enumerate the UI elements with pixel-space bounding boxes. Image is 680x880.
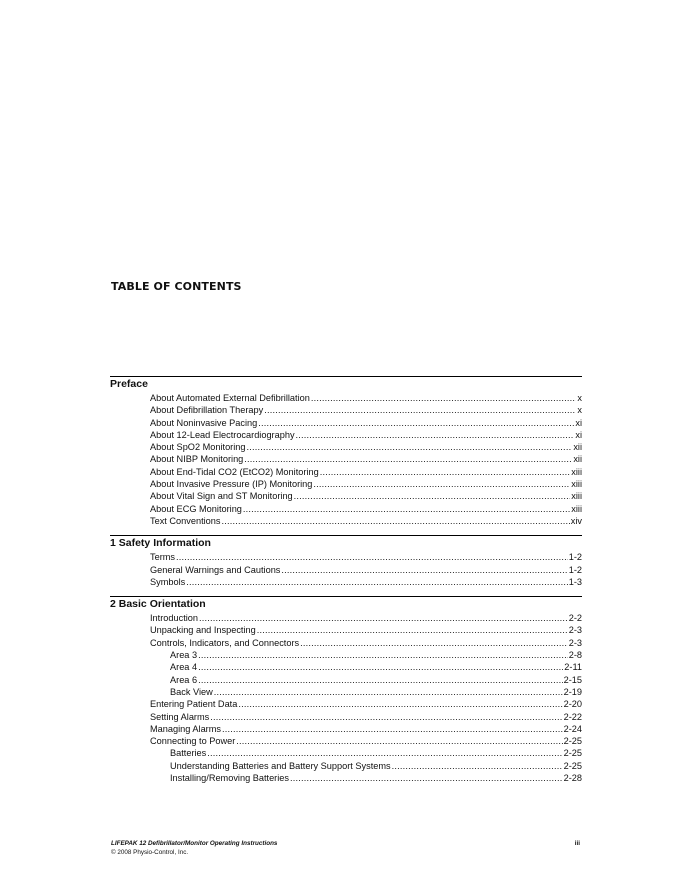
toc-section <box>110 376 582 527</box>
toc-dot-leader <box>392 760 563 772</box>
toc-section-heading: 1 Safety Information <box>110 537 211 550</box>
toc-entry-page: xiii <box>571 491 582 502</box>
toc-entry[interactable] <box>110 551 582 563</box>
toc-entry[interactable] <box>110 698 582 710</box>
footer-document-title: LIFEPAK 12 Defibrillator/Monitor Operating Instructions <box>111 840 278 847</box>
toc-dot-leader <box>290 772 563 784</box>
toc-entry[interactable] <box>110 760 582 772</box>
toc-entry-page: 2-22 <box>563 711 582 722</box>
toc-entry-title: Connecting to Power <box>150 736 236 747</box>
toc-section <box>110 596 582 784</box>
toc-entry-title: About Vital Sign and ST Monitoring <box>150 491 293 502</box>
toc-entry-title: Managing Alarms <box>150 723 221 734</box>
toc-dot-leader <box>296 429 575 441</box>
toc-section-heading: Preface <box>110 378 148 390</box>
toc-entry-page: xi <box>575 429 582 440</box>
toc-entry[interactable] <box>110 417 582 429</box>
toc-dot-leader <box>313 478 570 490</box>
toc-entry-title: Installing/Removing Batteries <box>170 773 289 784</box>
toc-entry-title: General Warnings and Cautions <box>150 564 281 575</box>
toc-entry-title: About Defibrillation Therapy <box>150 405 264 416</box>
toc-dot-leader <box>300 637 568 649</box>
toc-entry-title: About ECG Monitoring <box>150 503 242 514</box>
toc-dot-leader <box>236 735 562 747</box>
toc-entry-title: Symbols <box>150 576 186 587</box>
footer-page-number: iii <box>574 840 580 847</box>
toc-dot-leader <box>210 711 562 723</box>
toc-dot-leader <box>198 649 568 661</box>
toc-entry[interactable] <box>110 674 582 686</box>
toc-entry[interactable] <box>110 612 582 624</box>
toc-entry-title: About Noninvasive Pacing <box>150 417 258 428</box>
toc-entry-title: Setting Alarms <box>150 711 210 722</box>
toc-entry[interactable] <box>110 466 582 478</box>
toc-entry[interactable] <box>110 429 582 441</box>
toc-entry-title: Controls, Indicators, and Connectors <box>150 637 300 648</box>
toc-entry[interactable] <box>110 478 582 490</box>
toc-section <box>110 535 582 588</box>
toc-entry[interactable] <box>110 490 582 502</box>
toc-entry-page: 2-25 <box>563 760 582 771</box>
page-title: TABLE OF CONTENTS <box>111 280 242 293</box>
footer-copyright: © 2008 Physio-Control, Inc. <box>111 849 189 856</box>
toc-entry-title: Back View <box>170 686 213 697</box>
toc-entry-page: 2-3 <box>568 637 582 648</box>
toc-dot-leader <box>198 674 563 686</box>
toc-entry-page: 2-20 <box>563 699 582 710</box>
toc-dot-leader <box>264 404 576 416</box>
toc-entry[interactable] <box>110 637 582 649</box>
toc-entry-page: 2-15 <box>563 674 582 685</box>
toc-entry-page: 1-2 <box>568 552 582 563</box>
toc-dot-leader <box>257 624 568 636</box>
toc-dot-leader <box>320 466 571 478</box>
toc-dot-leader <box>214 686 563 698</box>
toc-dot-leader <box>238 698 562 710</box>
toc-dot-leader <box>311 392 577 404</box>
toc-dot-leader <box>222 723 563 735</box>
toc-entry[interactable] <box>110 772 582 784</box>
toc-entry-title: Area 3 <box>170 650 198 661</box>
toc-entry-page: 1-3 <box>568 576 582 587</box>
toc-entry-title: Terms <box>150 552 176 563</box>
toc-dot-leader <box>281 564 567 576</box>
toc-entry-title: About Invasive Pressure (IP) Monitoring <box>150 479 313 490</box>
toc-entry-page: xi <box>575 417 582 428</box>
toc-entry-title: About 12-Lead Electrocardiography <box>150 429 295 440</box>
toc-entry[interactable] <box>110 747 582 759</box>
toc-entry-title: Entering Patient Data <box>150 699 238 710</box>
toc-entry[interactable] <box>110 404 582 416</box>
toc-dot-leader <box>207 747 562 759</box>
toc-entry[interactable] <box>110 624 582 636</box>
toc-dot-leader <box>198 661 563 673</box>
table-of-contents <box>110 376 582 784</box>
toc-entry[interactable] <box>110 735 582 747</box>
toc-section-heading: 2 Basic Orientation <box>110 598 206 611</box>
toc-entry-title: Unpacking and Inspecting <box>150 625 256 636</box>
toc-entry-page: 2-19 <box>563 686 582 697</box>
toc-entry-title: Text Conventions <box>150 515 221 526</box>
toc-dot-leader <box>221 515 569 527</box>
toc-entry[interactable] <box>110 453 582 465</box>
toc-entry[interactable] <box>110 686 582 698</box>
toc-entry-page: 2-11 <box>564 662 582 673</box>
toc-entry-page: 2-25 <box>563 748 582 759</box>
toc-entry-page: xiv <box>570 515 582 526</box>
toc-entry[interactable] <box>110 711 582 723</box>
toc-entry-page: xiii <box>571 503 582 514</box>
toc-entry-page: x <box>577 405 582 416</box>
toc-entry[interactable] <box>110 392 582 404</box>
toc-entry-title: About End-Tidal CO2 (EtCO2) Monitoring <box>150 466 319 477</box>
toc-entry[interactable] <box>110 576 582 588</box>
toc-entry-title: Introduction <box>150 613 199 624</box>
toc-entry-page: 2-28 <box>563 773 582 784</box>
toc-entry[interactable] <box>110 564 582 576</box>
toc-entry-page: xii <box>573 454 582 465</box>
toc-entry-page: xii <box>573 442 582 453</box>
toc-entry-title: Understanding Batteries and Battery Support Systems <box>170 760 391 771</box>
toc-entry[interactable] <box>110 661 582 673</box>
toc-entry[interactable] <box>110 441 582 453</box>
toc-entry[interactable] <box>110 649 582 661</box>
toc-entry[interactable] <box>110 503 582 515</box>
toc-dot-leader <box>294 490 571 502</box>
toc-entry-page: xiii <box>571 466 582 477</box>
toc-entry-page: 2-25 <box>563 736 582 747</box>
toc-entry-title: Area 4 <box>170 662 198 673</box>
toc-dot-leader <box>258 417 574 429</box>
toc-entry-title: About SpO2 Monitoring <box>150 442 246 453</box>
toc-dot-leader <box>176 551 568 563</box>
toc-dot-leader <box>244 453 572 465</box>
toc-entry-title: Area 6 <box>170 674 198 685</box>
toc-entry-page: 2-2 <box>568 613 582 624</box>
toc-entry-page: xiii <box>571 479 582 490</box>
toc-entry-page: x <box>577 393 582 403</box>
toc-entry[interactable] <box>110 723 582 735</box>
toc-entry-page: 2-3 <box>568 625 582 636</box>
footer <box>111 839 277 857</box>
toc-entry-title: About Automated External Defibrillation <box>150 393 310 403</box>
toc-dot-leader <box>186 576 567 588</box>
toc-entry-page: 1-2 <box>568 564 582 575</box>
toc-entry-page: 2-24 <box>563 723 582 734</box>
toc-entry[interactable] <box>110 515 582 527</box>
toc-entry-page: 2-8 <box>568 650 582 661</box>
toc-dot-leader <box>243 503 570 515</box>
toc-dot-leader <box>199 612 568 624</box>
toc-entry-title: Batteries <box>170 748 207 759</box>
toc-entry-title: About NIBP Monitoring <box>150 454 244 465</box>
toc-dot-leader <box>247 441 573 453</box>
